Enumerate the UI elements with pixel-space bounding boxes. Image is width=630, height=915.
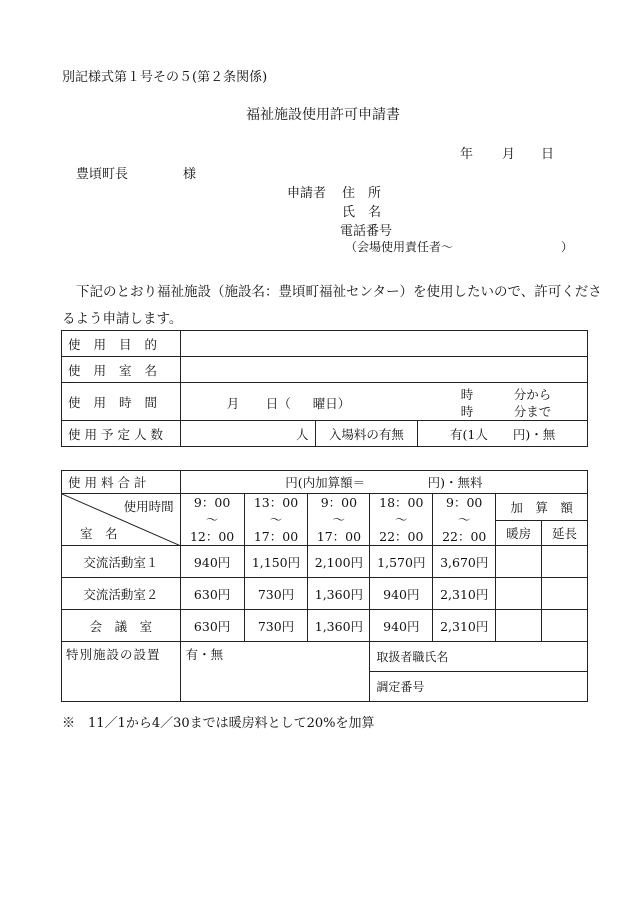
fee-cell: 730円	[244, 578, 308, 610]
header-diagonal-cell	[62, 494, 181, 546]
fee-cell: 940円	[180, 546, 244, 578]
fee-cell: 940円	[370, 578, 433, 610]
intro-line-1: 下記のとおり福祉施設（施設名：豊頃町福祉センター）を使用したいので、許可くださ	[76, 284, 602, 300]
slot-2-tilde: 〜	[269, 512, 283, 527]
date-day: 日	[541, 147, 555, 162]
special-value-cell[interactable]	[180, 642, 370, 702]
slot-5	[433, 494, 496, 546]
special-value: 有・無	[185, 647, 224, 662]
intro-line-2: るよう申請します。	[62, 311, 183, 327]
time-hour-from: 時	[460, 387, 474, 402]
total-label-cell	[62, 471, 181, 494]
fee-cell: 1,360円	[308, 610, 370, 642]
slot-2	[244, 494, 308, 546]
fee-cell: 2,310円	[433, 578, 496, 610]
people-input[interactable]	[180, 421, 315, 447]
admission-value[interactable]: 有(1人 円)・無	[418, 421, 588, 447]
slot-1-end: 12：00	[189, 529, 235, 544]
fee-cell: 630円	[180, 610, 244, 642]
fee-cell: 2,100円	[308, 546, 370, 578]
time-until: 分まで	[513, 404, 552, 419]
slot-4-end: 22：00	[379, 529, 424, 544]
honorific: 様	[183, 167, 197, 182]
fee-cell: 1,150円	[244, 546, 308, 578]
room-label-cell	[62, 357, 181, 383]
slot-5-end: 22：00	[442, 529, 487, 544]
handler-label: 取扱者職氏名	[376, 650, 449, 664]
fee-cell: 3,670円	[433, 546, 496, 578]
slot-1-tilde: 〜	[205, 512, 219, 527]
fee-cell: 630円	[180, 578, 244, 610]
note: ※ 11／1から4／30までは暖房料として20%を加算	[62, 716, 375, 731]
slot-3-end: 17：00	[316, 529, 362, 544]
extension-cell[interactable]	[542, 610, 588, 642]
total-label: 使用料合計	[68, 475, 151, 490]
fee-cell: 730円	[244, 610, 308, 642]
slot-5-start: 9：00	[446, 495, 483, 510]
total-value[interactable]: 円(内加算額＝ 円)・無料	[180, 471, 587, 494]
people-label: 使用予定人数	[68, 426, 168, 442]
fee-table	[61, 470, 588, 702]
time-label-cell	[62, 383, 181, 421]
handler-cell[interactable]	[370, 642, 588, 672]
surcharge-header: 加 算 額	[496, 494, 588, 521]
table-row	[62, 546, 588, 578]
people-unit: 人	[296, 426, 309, 442]
heating-header: 暖房	[496, 521, 542, 546]
time-label: 使用時間	[68, 394, 171, 410]
fee-cell: 1,570円	[370, 546, 433, 578]
admission-label: 入場料の有無	[315, 421, 418, 447]
applicant-label: 申請者	[287, 186, 327, 201]
phone-label: 電話番号	[340, 224, 393, 239]
room-header: 室 名	[80, 526, 118, 541]
time-day: 日（	[265, 396, 291, 411]
time-weekday: 曜日）	[312, 396, 351, 411]
room-label: 使用室名	[68, 362, 171, 378]
slot-2-end: 17：00	[253, 529, 299, 544]
form-number: 別記様式第１号その５(第２条関係)	[62, 70, 268, 85]
fee-cell: 1,360円	[308, 578, 370, 610]
responsible-person-close: ）	[561, 240, 574, 254]
fee-no-cell[interactable]	[370, 672, 588, 702]
heating-cell[interactable]	[496, 610, 542, 642]
time-header: 使用時間	[123, 499, 174, 514]
time-input[interactable]	[180, 383, 587, 421]
time-hour-until: 時	[460, 404, 474, 419]
purpose-label: 使用目的	[68, 336, 171, 352]
heating-cell[interactable]	[496, 546, 542, 578]
heating-cell[interactable]	[496, 578, 542, 610]
slot-3	[308, 494, 370, 546]
extension-header: 延長	[542, 521, 588, 546]
slot-4-start: 18：00	[379, 495, 424, 510]
room-name: 会 議 室	[62, 610, 181, 642]
table-row	[62, 578, 588, 610]
extension-cell[interactable]	[542, 546, 588, 578]
extension-cell[interactable]	[542, 578, 588, 610]
date-month: 月	[502, 147, 516, 162]
time-from: 分から	[513, 387, 552, 402]
fee-cell: 2,310円	[433, 610, 496, 642]
special-label-cell	[62, 642, 181, 702]
people-label-cell	[62, 421, 181, 447]
page-title: 福祉施設使用許可申請書	[246, 107, 400, 123]
slot-3-tilde: 〜	[332, 512, 346, 527]
slot-4-tilde: 〜	[395, 512, 408, 527]
table-row	[62, 610, 588, 642]
slot-1-start: 9：00	[193, 495, 231, 510]
usage-table	[61, 330, 588, 447]
time-month: 月	[226, 396, 240, 411]
room-input[interactable]	[180, 357, 587, 383]
slot-5-tilde: 〜	[457, 512, 471, 527]
name-label: 氏 名	[342, 205, 382, 220]
slot-3-start: 9：00	[320, 495, 358, 510]
slot-2-start: 13：00	[253, 495, 299, 510]
slot-1	[180, 494, 244, 546]
special-label: 特別施設の設置	[66, 647, 161, 662]
responsible-person-open: （会場使用責任者～	[345, 240, 454, 254]
fee-no-label: 調定番号	[376, 680, 425, 694]
purpose-input[interactable]	[180, 331, 587, 357]
room-name: 交流活動室１	[62, 546, 181, 578]
fee-cell: 940円	[370, 610, 433, 642]
address-label: 住 所	[342, 186, 382, 201]
room-name: 交流活動室２	[62, 578, 181, 610]
date-year: 年	[460, 147, 474, 162]
slot-4	[370, 494, 433, 546]
addressee: 豊頃町長	[76, 167, 129, 182]
purpose-label-cell	[62, 331, 181, 357]
